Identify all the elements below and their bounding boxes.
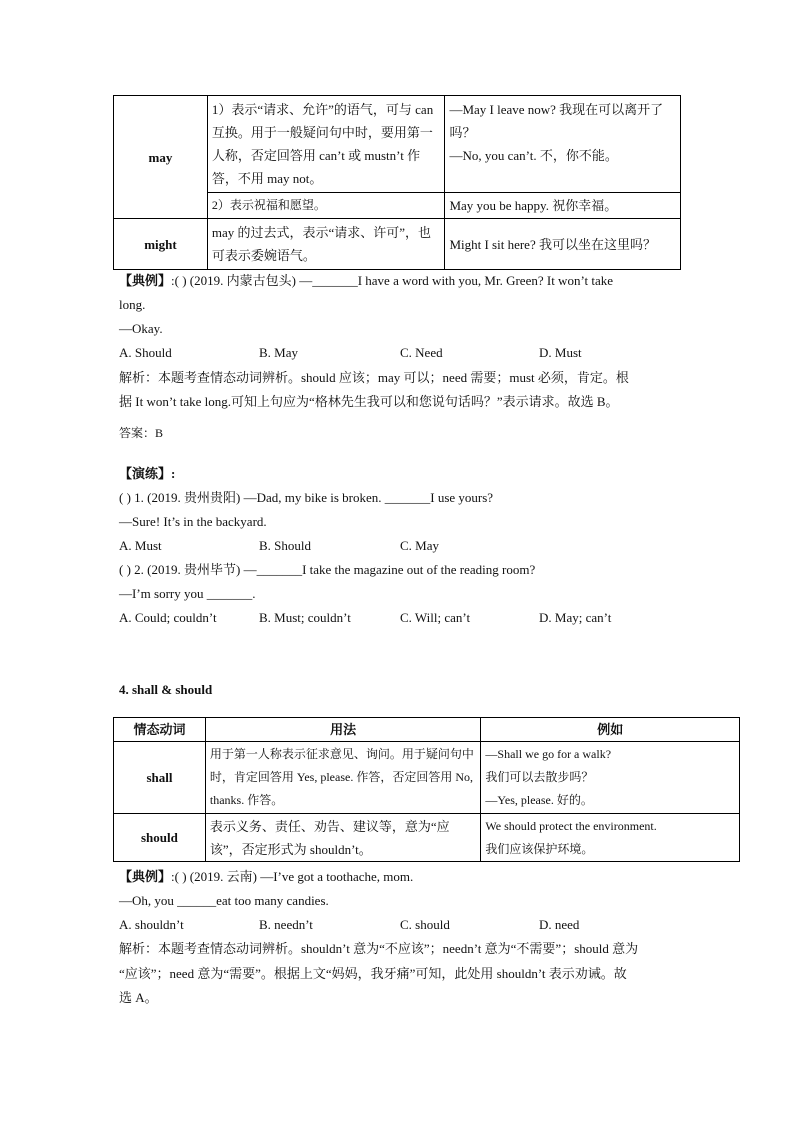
usage-cell: 1）表示“请求、允许”的语气，可与 can 互换。用于一般疑问句中时，要用第一人称，否定回答用 can’t 或 mustn’t 作答，不用 may not。 (207, 96, 445, 193)
example-cell: Might I sit here? 我可以坐在这里吗？ (445, 219, 681, 270)
option-c: C. May (400, 538, 439, 553)
word-cell: might (114, 219, 208, 270)
example-text: —Yes, please. 好的。 (485, 793, 593, 807)
word-cell: should (114, 814, 206, 862)
question-text: ( ) 2. (2019. 贵州毕节) —_______I take the magazine out of the reading room? (119, 562, 536, 577)
option-a: A. Should (119, 345, 172, 360)
example-text: —May I leave now? 我现在可以离开了吗？ (449, 102, 664, 140)
example-cell (445, 96, 681, 193)
example-text: We should protect the environment. (485, 818, 657, 833)
example-cell (481, 742, 740, 814)
example-question-line (119, 865, 413, 889)
analysis-text: “应该”；need 意为“需要”。根据上文“妈妈，我牙痛”可知，此处用 shouldn’t 表示劝诫。故 (119, 966, 627, 981)
table-row (114, 742, 740, 814)
column-header: 情态动词 (114, 718, 206, 742)
practice-label: 【演练】: (119, 466, 176, 481)
table-header-row (114, 718, 740, 742)
answer-line: —Sure! It’s in the backyard. (119, 514, 267, 529)
shall-should-table (113, 717, 740, 862)
answer-text: 答案：B (119, 426, 164, 440)
option-a: A. shouldn’t (119, 917, 184, 932)
analysis-text: 据 It won’t take long.可知上句应为“格林先生我可以和您说句话吗？”表示请求。故选 B。 (119, 394, 619, 409)
option-c: C. Need (400, 345, 443, 360)
column-header: 用法 (205, 718, 481, 742)
option-b: B. Must; couldn’t (259, 610, 351, 625)
option-a: A. Must (119, 538, 162, 553)
question-text: :( ) (2019. 云南) —I’ve got a toothache, mom. (171, 869, 414, 884)
option-b: B. May (259, 345, 298, 360)
analysis-text: 解析：本题考查情态动词辨析。should 应该；may 可以；need 需要；must 必须，肯定。根 (119, 370, 629, 385)
example-text: 我们可以去散步吗？ (485, 770, 594, 784)
usage-cell: 2）表示祝福和愿望。 (207, 193, 445, 219)
option-c: C. Will; can’t (400, 610, 471, 625)
option-b: B. needn’t (259, 917, 313, 932)
question-text: :( ) (2019. 内蒙古包头) —_______I have a word with you, Mr. Green? It won’t take (171, 273, 614, 288)
table-row (114, 219, 681, 270)
example-question-line (119, 269, 613, 293)
example-text: —No, you can’t. 不，你不能。 (449, 148, 618, 163)
usage-cell: may 的过去式，表示“请求、许可”，也可表示委婉语气。 (207, 219, 445, 270)
example-text: 我们应该保护环境。 (485, 841, 594, 856)
analysis-text: 解析：本题考查情态动词辨析。shouldn’t 意为“不应该”；needn’t 意为“不需要”；should 意为 (119, 941, 639, 956)
section-title: 4. shall & should (119, 682, 213, 697)
option-b: B. Should (259, 538, 312, 553)
table-row (114, 96, 681, 193)
answer-line: —Okay. (119, 321, 163, 336)
example-cell: May you be happy. 祝你幸福。 (445, 193, 681, 219)
option-d: D. Must (539, 345, 582, 360)
example-text: —Shall we go for a walk? (485, 747, 612, 761)
example-label: 【典例】 (119, 869, 172, 884)
option-c: C. should (400, 917, 450, 932)
may-might-table (113, 95, 681, 270)
usage-cell: 用于第一人称表示征求意见、询问。用于疑问句中时，肯定回答用 Yes, please. 作答，否定回答用 No, thanks. 作答。 (205, 742, 481, 814)
analysis-text: 选 A。 (119, 990, 158, 1005)
usage-cell: 表示义务、责任、劝告、建议等，意为“应该”，否定形式为 shouldn’t。 (205, 814, 481, 862)
question-text: long. (119, 297, 146, 312)
option-d: D. need (539, 917, 580, 932)
answer-line: —I’m sorry you _______. (119, 586, 256, 601)
word-cell: may (114, 96, 208, 219)
table-row (114, 814, 740, 862)
option-a: A. Could; couldn’t (119, 610, 217, 625)
example-label: 【典例】 (119, 273, 172, 288)
option-d: D. May; can’t (539, 610, 612, 625)
word-cell: shall (114, 742, 206, 814)
answer-line: —Oh, you ______eat too many candies. (119, 893, 329, 908)
column-header: 例如 (481, 718, 740, 742)
question-text: ( ) 1. (2019. 贵州贵阳) —Dad, my bike is broken. _______I use yours? (119, 490, 494, 505)
example-cell (481, 814, 740, 862)
